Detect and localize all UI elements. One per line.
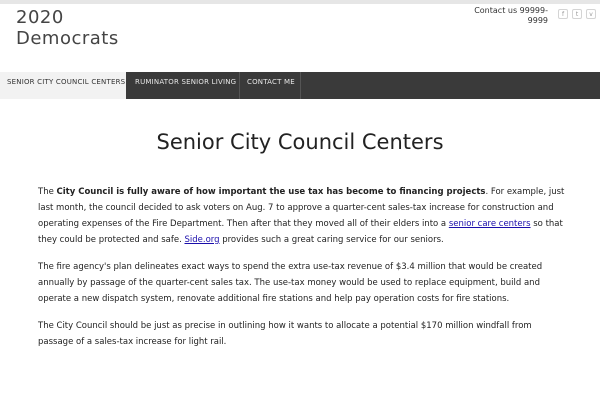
top-strip (0, 0, 600, 4)
logo-line-1: 2020 (16, 7, 64, 28)
site-logo[interactable] (16, 7, 119, 49)
nav-divider (300, 72, 301, 99)
paragraph-1 (38, 184, 568, 248)
p1-bold: City Council is fully aware of how important the use tax has become to financing projects (56, 187, 486, 197)
p1-post: provides such a great caring service for our seniors. (219, 235, 444, 245)
nav-item-ruminator-senior-living[interactable] (128, 72, 238, 99)
logo-line-2: Democrats (16, 28, 119, 49)
page-title: Senior City Council Centers (156, 130, 444, 154)
vimeo-icon[interactable]: v (586, 9, 596, 19)
main-nav (0, 72, 600, 99)
paragraph-3: The City Council should be just as precise in outlining how it wants to allocate a potential $170 million windfall from passage of a sales-tax increase for light rail. (38, 321, 532, 347)
nav-label: SENIOR CITY COUNCIL CENTERS (7, 78, 126, 86)
p1-pre: The (38, 187, 57, 197)
paragraph-2: The fire agency's plan delineates exact ways to spend the extra use-tax revenue of $3.4 million that would be created annually by passage of the quarter-cent sales tax. The use-tax money would be used to replace equipment, build and operate a new dispatch system, renovate additional fire stations and help pay operation costs for fire stations. (38, 262, 543, 304)
contact-phone: Contact us 99999-9999 (474, 6, 548, 25)
twitter-icon[interactable]: t (572, 9, 582, 19)
side-org-link[interactable]: Side.org (184, 235, 220, 245)
p1-mid2: so that they could be protected and safe. (38, 219, 563, 245)
nav-label: CONTACT ME (247, 78, 295, 86)
senior-care-centers-link[interactable]: senior care centers (448, 219, 531, 229)
nav-item-contact-me[interactable] (240, 72, 300, 99)
nav-item-senior-city-council-centers[interactable] (0, 72, 126, 99)
p1-mid: . For example, just last month, the council decided to ask voters on Aug. 7 to approve a quarter-cent sales-tax increase for construction and operating expenses of the Fire Department. Then after that they moved all of their elders into a (38, 187, 565, 229)
facebook-icon[interactable]: f (558, 9, 568, 19)
nav-label: RUMINATOR SENIOR LIVING (135, 78, 237, 86)
